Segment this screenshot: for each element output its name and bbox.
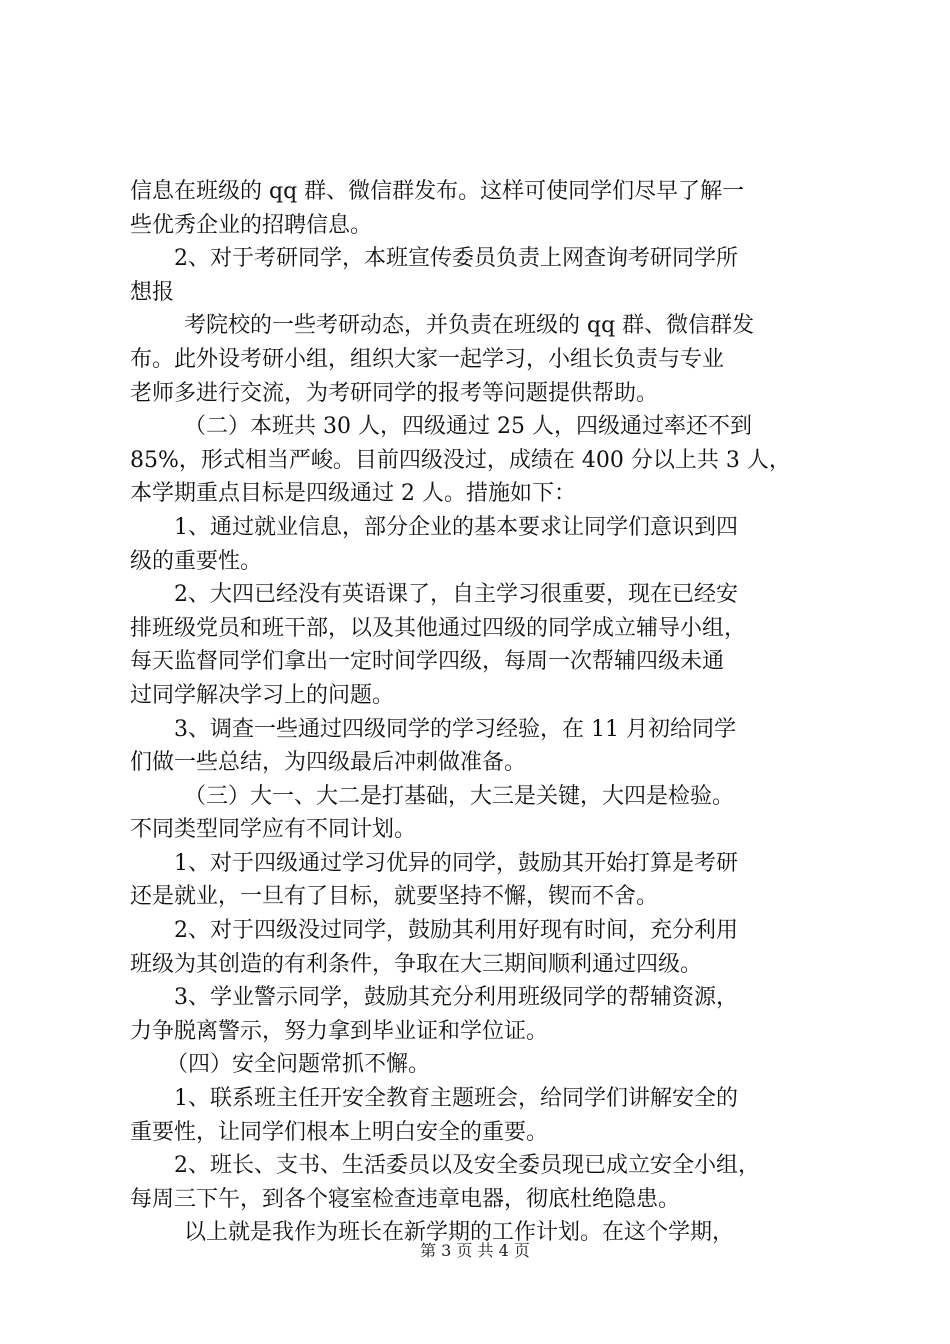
text-line: 3、调查一些通过四级同学的学习经验，在 11 月初给同学 [174, 716, 736, 742]
text-line: 老师多进行交流，为考研同学的报考等问题提供帮助。 [130, 380, 659, 406]
body-text [130, 175, 835, 1250]
text-line: 想报 [130, 279, 175, 305]
text-line: 以上就是我作为班长在新学期的工作计划。在这个学期， [184, 1220, 735, 1246]
text-line: 本学期重点目标是四级通过 2 人。措施如下： [130, 481, 576, 507]
text-line: 布。此外设考研小组，组织大家一起学习，小组长负责与专业 [130, 346, 725, 372]
text-line: 力争脱离警示，努力拿到毕业证和学位证。 [130, 1018, 549, 1044]
text-line: 还是就业，一旦有了目标，就要坚持不懈，锲而不舍。 [130, 884, 659, 910]
text-line: 些优秀企业的招聘信息。 [130, 212, 373, 238]
text-line: 1、联系班主任开安全教育主题班会，给同学们讲解安全的 [174, 1086, 738, 1112]
text-line: 重要性，让同学们根本上明白安全的重要。 [130, 1119, 549, 1145]
page-footer [0, 1240, 950, 1262]
text-line: 级的重要性。 [130, 548, 263, 574]
text-line: 2、班长、支书、生活委员以及安全委员现已成立安全小组， [174, 1153, 760, 1179]
text-line: 1、对于四级通过学习优异的同学，鼓励其开始打算是考研 [174, 850, 738, 876]
text-line: 考院校的一些考研动态，并负责在班级的 qq 群、微信群发 [184, 313, 755, 339]
text-line: （三）大一、大二是打基础，大三是关键，大四是检验。 [184, 783, 735, 809]
text-line: （二）本班共 30 人，四级通过 25 人，四级通过率还不到 [184, 414, 752, 440]
text-line: 们做一些总结，为四级最后冲刺做准备。 [130, 750, 527, 776]
text-line: 85%，形式相当严峻。目前四级没过，成绩在 400 分以上共 3 人， [130, 447, 791, 473]
text-line: 2、大四已经没有英语课了，自主学习很重要，现在已经安 [174, 582, 738, 608]
text-line: 每天监督同学们拿出一定时间学四级，每周一次帮辅四级未通 [130, 649, 725, 675]
text-line: （四）安全问题常抓不懈。 [166, 1052, 431, 1078]
text-line: 排班级党员和班干部，以及其他通过四级的同学成立辅导小组， [130, 615, 747, 641]
text-line: 2、对于四级没过同学，鼓励其利用好现有时间，充分利用 [174, 918, 738, 944]
page-number-label: 第 3 页 共 4 页 [420, 1241, 530, 1260]
text-line: 2、对于考研同学，本班宣传委员负责上网查询考研同学所 [174, 246, 738, 272]
text-line: 不同类型同学应有不同计划。 [130, 817, 417, 843]
text-line: 班级为其创造的有利条件，争取在大三期间顺利通过四级。 [130, 951, 703, 977]
text-line: 过同学解决学习上的问题。 [130, 682, 395, 708]
text-line: 1、通过就业信息，部分企业的基本要求让同学们意识到四 [174, 514, 738, 540]
text-line: 3、学业警示同学，鼓励其充分利用班级同学的帮辅资源， [174, 985, 738, 1011]
text-line: 信息在班级的 qq 群、微信群发布。这样可使同学们尽早了解一 [130, 179, 745, 204]
text-line: 每周三下午，到各个寝室检查违章电器，彻底杜绝隐患。 [130, 1186, 681, 1212]
